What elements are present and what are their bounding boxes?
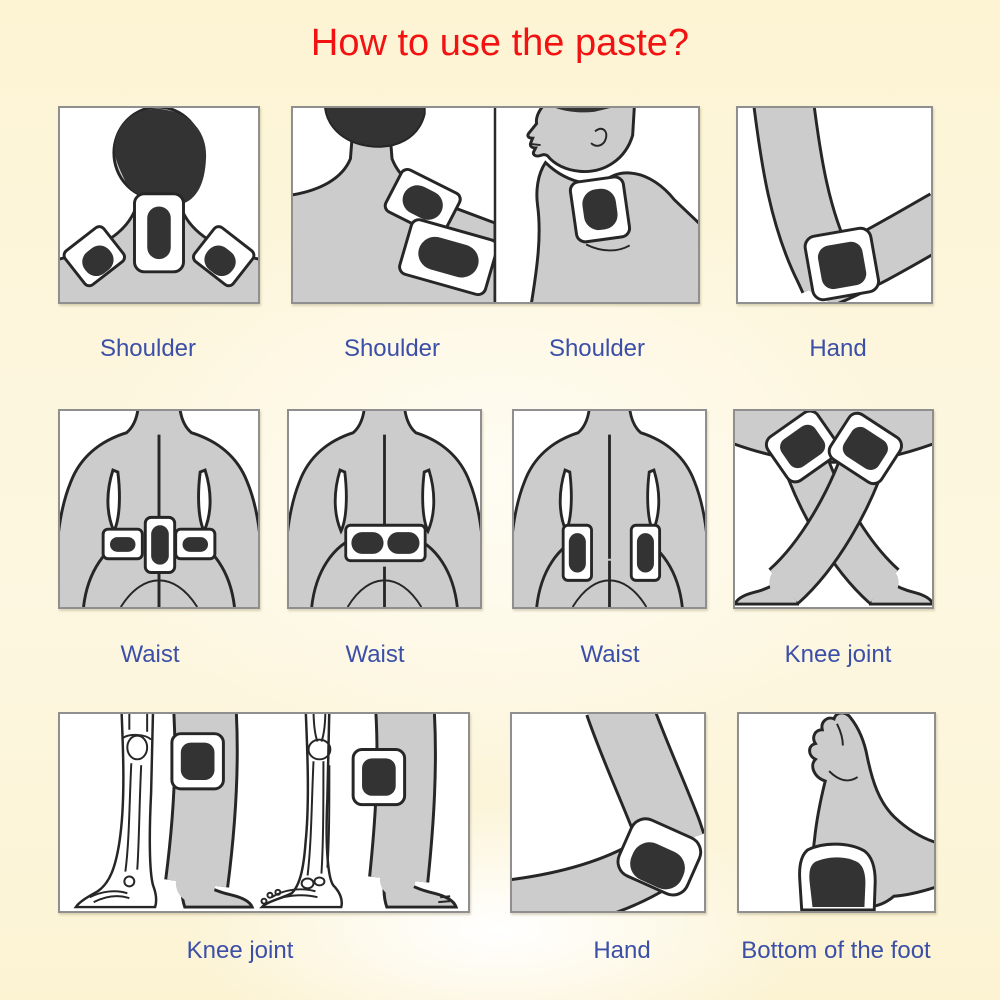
label-waist-1: Waist bbox=[120, 641, 180, 668]
gray-leg-back-2 bbox=[353, 714, 456, 907]
left-arm-gap bbox=[335, 470, 346, 531]
label-shoulder-3: Shoulder bbox=[548, 335, 646, 362]
right-arm-gap bbox=[199, 470, 211, 531]
panel-waist-two-vertical bbox=[512, 409, 707, 609]
label-waist-2: Waist bbox=[345, 641, 405, 668]
back-view-figure bbox=[293, 108, 499, 302]
label-hand-2: Hand bbox=[593, 937, 651, 964]
left-arm-gap bbox=[560, 470, 571, 531]
left-arm-gap bbox=[108, 470, 120, 531]
label-waist-3: Waist bbox=[580, 641, 640, 668]
elbow-paste-patch bbox=[803, 227, 880, 302]
right-arm-gap bbox=[648, 470, 659, 531]
panel-shoulder-two-views bbox=[291, 106, 700, 304]
gray-leg-back-1 bbox=[172, 714, 252, 907]
panel-elbow-patch bbox=[736, 106, 933, 304]
page-title: How to use the paste? bbox=[310, 22, 690, 64]
panel-crossed-legs bbox=[733, 409, 934, 609]
label-bottom-of-foot: Bottom of the foot bbox=[741, 937, 931, 964]
shoulder-two-views-illustration bbox=[293, 108, 698, 302]
crossed-lower-legs bbox=[735, 444, 932, 604]
knee-paste-patch bbox=[172, 734, 223, 789]
label-hand-1: Hand bbox=[809, 335, 867, 362]
waist-two-vertical-illustration bbox=[514, 411, 705, 607]
panel-foot-heel bbox=[737, 712, 936, 913]
label-knee-joint-1: Knee joint bbox=[784, 641, 892, 668]
skeleton-leg-front bbox=[262, 714, 342, 907]
waist-paste-patches bbox=[346, 525, 425, 560]
skeleton-leg-side bbox=[76, 714, 156, 907]
foot-heel-illustration bbox=[739, 714, 934, 911]
neck-shoulders-back-illustration bbox=[60, 108, 258, 302]
bent-elbow-illustration-2 bbox=[512, 714, 704, 911]
bent-elbow-illustration bbox=[738, 108, 931, 302]
panel-waist-three-patches bbox=[58, 409, 260, 609]
label-shoulder-2: Shoulder bbox=[343, 335, 441, 362]
right-arm-gap bbox=[423, 470, 434, 531]
panel-legs-skeleton bbox=[58, 712, 470, 913]
label-shoulder-1: Shoulder bbox=[99, 335, 197, 362]
waist-three-patches-illustration bbox=[60, 411, 258, 607]
legs-skeleton-illustration bbox=[60, 714, 468, 911]
knee-paste-patch bbox=[353, 749, 404, 804]
hair bbox=[115, 109, 207, 205]
heel-paste-patch bbox=[800, 844, 876, 910]
hair bbox=[325, 108, 425, 147]
panel-waist-two-horizontal bbox=[287, 409, 482, 609]
label-knee-joint-2: Knee joint bbox=[186, 937, 294, 964]
neck-paste-patch bbox=[134, 194, 183, 272]
crossed-legs-illustration bbox=[735, 411, 932, 607]
panel-neck-shoulders-back bbox=[58, 106, 260, 304]
shoulder-paste-patch bbox=[569, 176, 630, 243]
mouth bbox=[532, 144, 541, 145]
waist-two-horizontal-illustration bbox=[289, 411, 480, 607]
panel-elbow-patch-2 bbox=[510, 712, 706, 913]
